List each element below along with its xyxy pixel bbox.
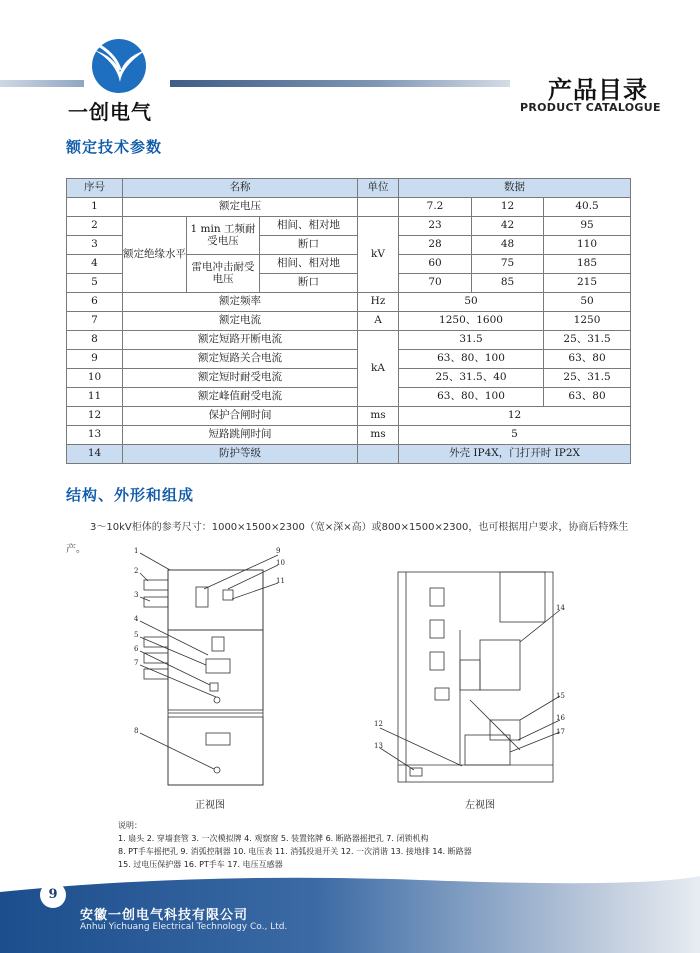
company-name-cn: 安徽一创电气科技有限公司: [80, 908, 249, 923]
cell-value: 1250: [544, 312, 631, 331]
side-callout: 12: [374, 720, 383, 728]
cell-value: 215: [544, 274, 631, 293]
cell-no: 7: [67, 312, 123, 331]
cell-value: 110: [544, 236, 631, 255]
table-row: [67, 388, 631, 407]
cell-no: 3: [67, 236, 123, 255]
catalogue-title: 产品目录: [548, 76, 648, 104]
table-row: [67, 407, 631, 426]
cell-subitem: 断口: [260, 236, 358, 255]
side-callout: 13: [374, 742, 383, 750]
cell-value: 28: [399, 236, 472, 255]
cell-value: 63、80、100: [399, 350, 544, 369]
spec-table: [66, 178, 631, 464]
front-callout: 11: [276, 577, 285, 585]
company-logo-icon: [86, 36, 156, 96]
notes-line: 1. 扇头 2. 穿墙套管 3. 一次模拟牌 4. 观察窗 5. 装置铭牌 6. 断路器摇把孔 7. 闭锁机构: [118, 834, 429, 843]
front-callout: 1: [134, 547, 139, 555]
cell-no: 12: [67, 407, 123, 426]
cell-value: 23: [399, 217, 472, 236]
table-header-cell: 名称: [123, 179, 358, 198]
cell-no: 4: [67, 255, 123, 274]
side-callout: 16: [556, 714, 565, 722]
catalogue-subtitle: PRODUCT CATALOGUE: [520, 101, 661, 114]
cell-no: 11: [67, 388, 123, 407]
front-callout: 3: [134, 591, 139, 599]
cell-subitem: 相间、相对地: [260, 255, 358, 274]
cell-value: 外壳 IP4X，门打开时 IP2X: [399, 445, 631, 464]
cell-value: 185: [544, 255, 631, 274]
cell-no: 5: [67, 274, 123, 293]
front-callout: 7: [134, 659, 139, 667]
cell-value: 50: [544, 293, 631, 312]
cell-value: 42: [472, 217, 544, 236]
cell-name: 保护合闸时间: [123, 407, 358, 426]
cell-unit: [358, 445, 399, 464]
table-row: [67, 312, 631, 331]
notes-line: 8. PT手车摇把孔 9. 消弧控制器 10. 电压表 11. 消弧投退开关 12. 一次消谐 13. 接地排 14. 断路器: [118, 847, 472, 856]
cell-name: 额定频率: [123, 293, 358, 312]
cell-subgroup: 雷电冲击耐受电压: [187, 255, 260, 293]
table-header-row: [67, 179, 631, 198]
notes-line: 15. 过电压保护器 16. PT手车 17. 电压互感器: [118, 860, 283, 869]
section-title-structure: 结构、外形和组成: [66, 486, 195, 504]
table-row: [67, 331, 631, 350]
cell-value: 12: [472, 198, 544, 217]
table-row: [67, 217, 631, 236]
cell-unit: [358, 198, 399, 217]
cell-value: 25、31.5: [544, 331, 631, 350]
cell-unit: kV: [358, 217, 399, 293]
cell-no: 1: [67, 198, 123, 217]
table-row: [67, 293, 631, 312]
table-row: [67, 198, 631, 217]
cell-unit: ms: [358, 426, 399, 445]
cell-name: 额定短路关合电流: [123, 350, 358, 369]
cell-no: 8: [67, 331, 123, 350]
side-callout: 17: [556, 728, 565, 736]
cell-value: 75: [472, 255, 544, 274]
cell-no: 14: [67, 445, 123, 464]
cell-value: 1250、1600: [399, 312, 544, 331]
cell-value: 25、31.5、40: [399, 369, 544, 388]
footer-wave: [0, 872, 700, 892]
cell-subgroup: 1 min 工频耐受电压: [187, 217, 260, 255]
table-row: [67, 426, 631, 445]
table-header-cell: 单位: [358, 179, 399, 198]
front-callout: 9: [276, 547, 281, 555]
company-name-en: Anhui Yichuang Electrical Technology Co., Ltd.: [80, 922, 288, 932]
cell-name: 额定电流: [123, 312, 358, 331]
notes-block: [118, 819, 472, 871]
cell-name: 额定短路开断电流: [123, 331, 358, 350]
cell-value: 31.5: [399, 331, 544, 350]
cell-name: 额定短时耐受电流: [123, 369, 358, 388]
cell-value: 40.5: [544, 198, 631, 217]
cell-value: 63、80: [544, 388, 631, 407]
notes-title: 说明：: [118, 821, 142, 830]
front-view-diagram: [130, 545, 295, 795]
page-number: 9: [40, 882, 66, 908]
cell-unit: A: [358, 312, 399, 331]
cell-subitem: 相间、相对地: [260, 217, 358, 236]
table-row: [67, 445, 631, 464]
cell-subitem: 断口: [260, 274, 358, 293]
table-header-cell: 数据: [399, 179, 631, 198]
cell-value: 63、80: [544, 350, 631, 369]
header-band-left: [0, 80, 84, 87]
side-view-diagram: [370, 570, 580, 790]
cell-unit: ms: [358, 407, 399, 426]
cell-no: 13: [67, 426, 123, 445]
cell-no: 6: [67, 293, 123, 312]
cell-name: 防护等级: [123, 445, 358, 464]
front-callout: 8: [134, 727, 139, 735]
side-callout: 15: [556, 692, 565, 700]
table-row: [67, 369, 631, 388]
cell-no: 10: [67, 369, 123, 388]
cell-no: 2: [67, 217, 123, 236]
side-view-caption: 左视图: [465, 800, 495, 811]
cell-value: 85: [472, 274, 544, 293]
cell-value: 48: [472, 236, 544, 255]
cell-value: 70: [399, 274, 472, 293]
cell-name: 额定电压: [123, 198, 358, 217]
cell-name: 额定峰值耐受电流: [123, 388, 358, 407]
cell-value: 12: [399, 407, 631, 426]
table-header-cell: 序号: [67, 179, 123, 198]
front-callout: 6: [134, 645, 139, 653]
front-callout: 2: [134, 567, 139, 575]
cell-name: 短路跳闸时间: [123, 426, 358, 445]
front-callout: 5: [134, 631, 139, 639]
cell-value: 60: [399, 255, 472, 274]
cell-value: 63、80、100: [399, 388, 544, 407]
table-row: [67, 350, 631, 369]
front-callout: 4: [134, 615, 139, 623]
cell-value: 95: [544, 217, 631, 236]
header-band: [170, 80, 510, 87]
side-callout: 14: [556, 604, 565, 612]
brand-name: 一创电气: [68, 100, 152, 124]
front-view-caption: 正视图: [195, 800, 225, 811]
cell-unit: Hz: [358, 293, 399, 312]
description-paragraph: 3～10kV柜体的参考尺寸：1000×1500×2300（宽×深×高）或800×1500×2300，也可根据用户要求，协商后特殊生产。: [66, 522, 629, 555]
section-title-specs: 额定技术参数: [66, 138, 163, 156]
cell-value: 5: [399, 426, 631, 445]
cell-group: 额定绝缘水平: [123, 217, 187, 293]
cell-value: 7.2: [399, 198, 472, 217]
cell-no: 9: [67, 350, 123, 369]
cell-unit: kA: [358, 331, 399, 407]
cell-value: 25、31.5: [544, 369, 631, 388]
front-callout: 10: [276, 559, 285, 567]
cell-value: 50: [399, 293, 544, 312]
